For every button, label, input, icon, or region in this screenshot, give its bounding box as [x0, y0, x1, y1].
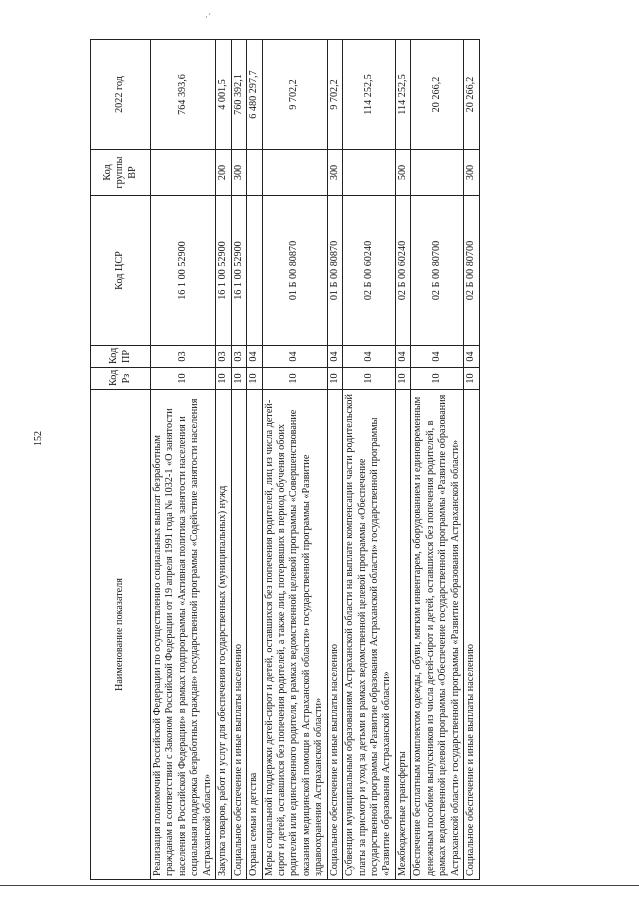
row-sum: 6 480 297,7: [247, 40, 262, 150]
row-vr: 500: [395, 150, 410, 196]
row-vr: 300: [231, 150, 246, 196]
rotated-table-container: [90, 40, 615, 880]
row-csr: 16 1 00 52900: [151, 196, 216, 346]
header-csr: Код ЦСР: [91, 196, 151, 346]
row-name: Обеспечение бесплатным комплектом одежды, обуви, мягким инвентарем, оборудованием и единовременным денежным пособием выпускников из числа детей-сирот и детей, оставшихся без попечения родителей, в рамках ведомственной целевой программы «Обеспечение государственной программы «Развитие образования Астраханской области» государственной программы «Развитие образования Астраханской области»: [411, 390, 464, 880]
row-csr: [247, 196, 262, 346]
header-name: Наименование показателя: [91, 390, 151, 880]
row-rz: 10: [464, 368, 479, 390]
page-number: 152: [33, 431, 44, 446]
row-name: Закупка товаров, работ и услуг для обеспечения государственных (муниципальных) нужд: [216, 390, 231, 880]
row-name: Социальное обеспечение и иные выплаты населению: [464, 390, 479, 880]
row-sum: 20 266,2: [464, 40, 479, 150]
row-sum: 114 252,5: [395, 40, 410, 150]
row-pr: 03: [231, 346, 246, 368]
row-pr: 04: [262, 346, 327, 368]
row-csr: 02 Б 00 60240: [395, 196, 410, 346]
row-rz: 10: [151, 368, 216, 390]
table-row: [262, 40, 327, 880]
budget-table: [90, 39, 480, 880]
row-vr: 200: [216, 150, 231, 196]
row-sum: 9 702,2: [262, 40, 327, 150]
table-row: [464, 40, 479, 880]
row-rz: 10: [395, 368, 410, 390]
row-name: Социальное обеспечение и иные выплаты населению: [231, 390, 246, 880]
row-rz: 10: [411, 368, 464, 390]
row-vr: [343, 150, 396, 196]
row-pr: 04: [247, 346, 262, 368]
row-sum: 9 702,2: [327, 40, 342, 150]
row-csr: 01 Б 00 80870: [262, 196, 327, 346]
row-csr: 02 Б 00 60240: [343, 196, 396, 346]
row-vr: 300: [464, 150, 479, 196]
row-sum: 114 252,5: [343, 40, 396, 150]
bottom-rule: [0, 885, 639, 886]
row-pr: 03: [216, 346, 231, 368]
table-row: [327, 40, 342, 880]
header-rz: Код Рз: [91, 368, 151, 390]
row-sum: 764 393,6: [151, 40, 216, 150]
row-csr: 02 Б 00 80700: [464, 196, 479, 346]
header-vr: Код группы ВР: [91, 150, 151, 196]
table-row: [216, 40, 231, 880]
row-name: Социальное обеспечение и иные выплаты населению: [327, 390, 342, 880]
row-name: Охрана семьи и детства: [247, 390, 262, 880]
row-pr: 04: [411, 346, 464, 368]
row-pr: 04: [395, 346, 410, 368]
table-row: [231, 40, 246, 880]
row-name: Меры социальной поддержки детей-сирот и детей, оставшихся без попечения родителей, лиц из числа детей-сирот и детей, оставшихся без попечения родителей, а также лиц, потерявших в период обучения обоих родителей или единственного родителя, в рамках ведомственной целевой программы «Совершенствование оказания медицинской помощи в Астраханской области» государственной программы «Развитие здравоохранения Астраханской области»: [262, 390, 327, 880]
table-row: [343, 40, 396, 880]
row-pr: 04: [327, 346, 342, 368]
row-vr: [247, 150, 262, 196]
row-pr: 04: [464, 346, 479, 368]
row-rz: 10: [327, 368, 342, 390]
row-csr: 16 1 00 52900: [216, 196, 231, 346]
row-csr: 01 Б 00 80870: [327, 196, 342, 346]
header-row: [91, 40, 151, 880]
row-sum: 4 001,5: [216, 40, 231, 150]
header-pr: Код ПР: [91, 346, 151, 368]
row-pr: 04: [343, 346, 396, 368]
row-csr: 16 1 00 52900: [231, 196, 246, 346]
row-rz: 10: [343, 368, 396, 390]
row-rz: 10: [262, 368, 327, 390]
row-csr: 02 Б 00 80700: [411, 196, 464, 346]
row-vr: 300: [327, 150, 342, 196]
row-rz: 10: [216, 368, 231, 390]
row-vr: [262, 150, 327, 196]
row-vr: [411, 150, 464, 196]
table-row: [151, 40, 216, 880]
row-name: Реализация полномочий Российской Федерации по осуществлению социальных выплат безработным гражданам в соответствии с Законом Российской Федерации от 19 апреля 1991 года № 1032-1 «О занятости населения в Российской Федерации» в рамках подпрограммы «Активная политика занятости населения и социальная поддержка безработных граждан» государственной программы «Содействие занятости населения Астраханской области»: [151, 390, 216, 880]
row-rz: 10: [231, 368, 246, 390]
table-row: [411, 40, 464, 880]
table-row: [395, 40, 410, 880]
table-row: [247, 40, 262, 880]
row-name: Межбюджетные трансферты: [395, 390, 410, 880]
row-rz: 10: [247, 368, 262, 390]
row-sum: 20 266,2: [411, 40, 464, 150]
row-sum: 760 392,1: [231, 40, 246, 150]
row-vr: [151, 150, 216, 196]
header-sum: 2022 год: [91, 40, 151, 150]
row-name: Субвенции муниципальным образованиям Астраханской области на выплате компенсации части родительской платы за присмотр и уход за детьми в рамках ведомственной целевой программы «Обеспечение государственной программы «Развитие образования Астраханской области» государственной программы «Развитие образования Астраханской области»: [343, 390, 396, 880]
row-pr: 03: [151, 346, 216, 368]
scan-speck: ·´: [205, 12, 211, 22]
